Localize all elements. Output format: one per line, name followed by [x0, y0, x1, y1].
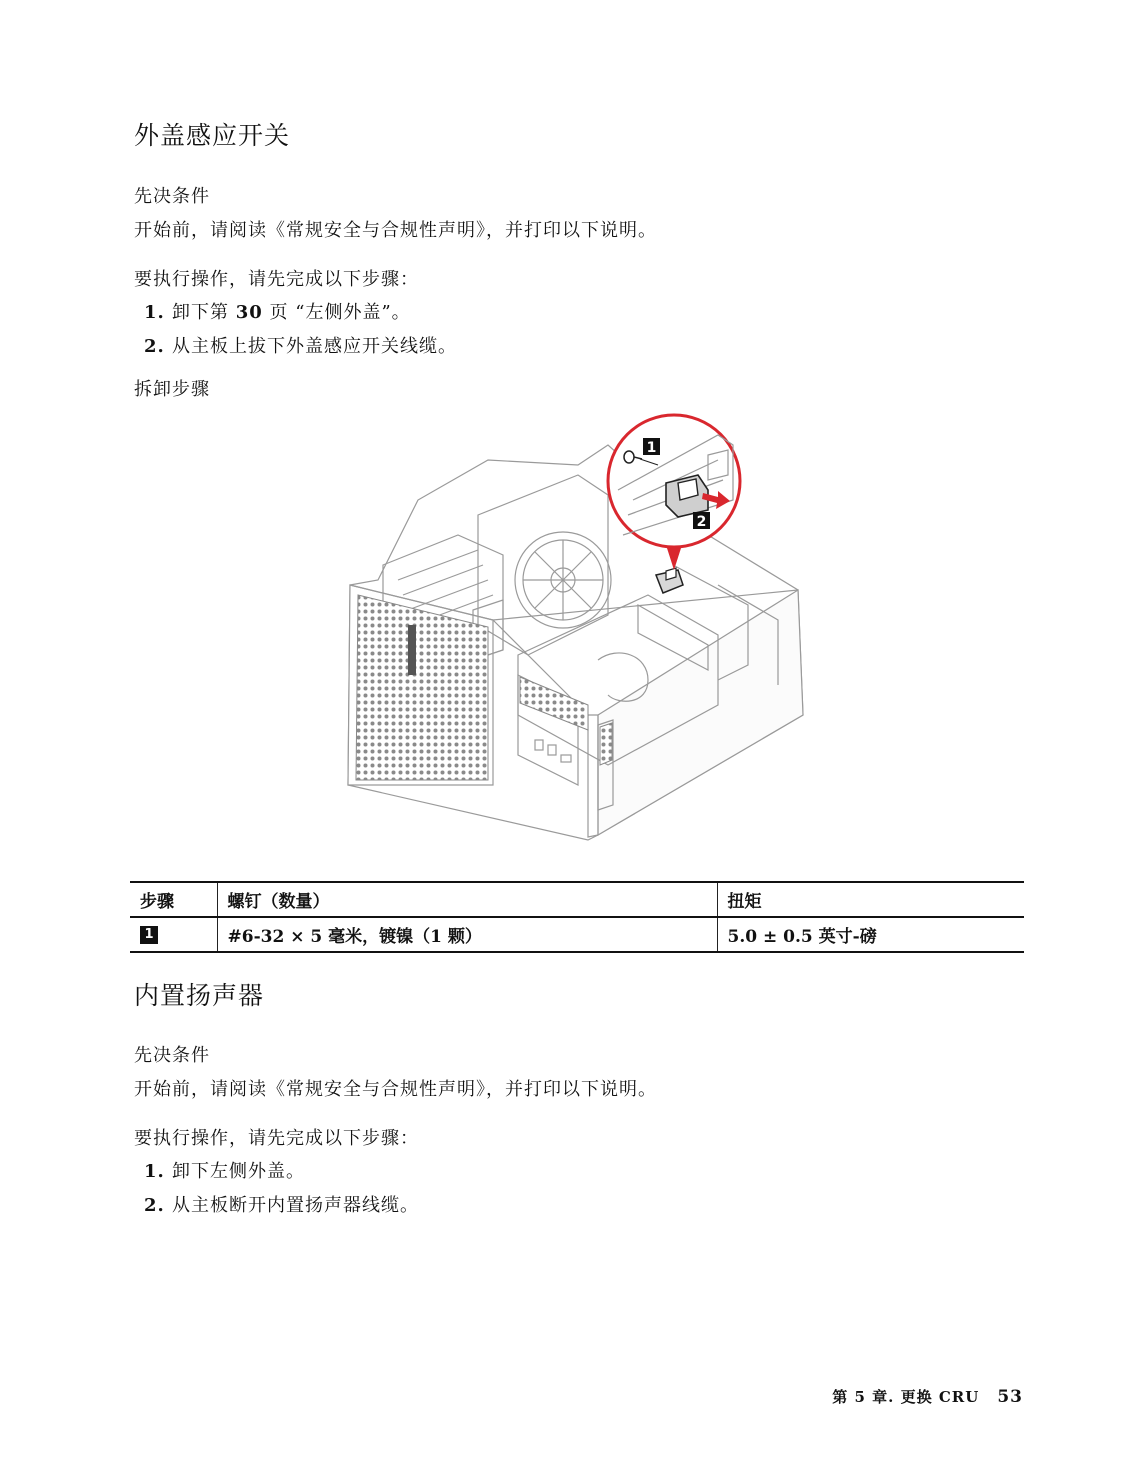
screw-torque-table — [130, 881, 1024, 953]
list-text: 从主板上拔下外盖感应开关线缆。 — [172, 336, 457, 357]
cell-torque: 5.0 ± 0.5 英寸-磅 — [717, 917, 1024, 952]
list-number: 1. — [144, 302, 165, 323]
section-title-cover-switch: 外盖感应开关 — [134, 121, 291, 150]
prereq-heading: 先决条件 — [134, 186, 210, 207]
prereq-text-2: 开始前，请阅读《常规安全与合规性声明》，并打印以下说明。 — [134, 1079, 657, 1100]
list-item — [144, 298, 411, 324]
steps-intro-2: 要执行操作，请先完成以下步骤： — [134, 1128, 419, 1149]
cell-step — [130, 917, 217, 952]
callout-1-label: 1 — [646, 440, 657, 456]
table-row — [130, 917, 1024, 952]
prereq-heading-2: 先决条件 — [134, 1045, 210, 1066]
list-number: 1. — [144, 1161, 165, 1182]
list-text: 卸下第 — [172, 302, 236, 323]
page-ref: 30 — [235, 302, 263, 323]
list-item — [144, 1191, 419, 1217]
list-item — [144, 1157, 305, 1183]
header-screw: 螺钉（数量） — [217, 882, 717, 917]
table-header-row — [130, 882, 1024, 917]
list-text-end: 页 “左侧外盖”。 — [262, 302, 411, 323]
removal-heading: 拆卸步骤 — [134, 379, 210, 400]
list-number: 2. — [144, 1195, 165, 1216]
step-badge: 1 — [140, 926, 158, 944]
header-step: 步骤 — [130, 882, 217, 917]
steps-intro: 要执行操作，请先完成以下步骤： — [134, 269, 419, 290]
cover-switch-illustration — [278, 405, 878, 857]
prereq-text: 开始前，请阅读《常规安全与合规性声明》，并打印以下说明。 — [134, 220, 657, 241]
section-title-speaker: 内置扬声器 — [134, 981, 265, 1010]
page-number: 53 — [997, 1387, 1023, 1407]
list-number: 2. — [144, 336, 165, 357]
list-text: 卸下左侧外盖。 — [172, 1161, 305, 1182]
callout-2-label: 2 — [696, 514, 707, 530]
header-torque: 扭矩 — [717, 882, 1024, 917]
cell-screw: #6-32 × 5 毫米，镀镍（1 颗） — [217, 917, 717, 952]
page-footer — [832, 1386, 1023, 1407]
list-text: 从主板断开内置扬声器线缆。 — [172, 1195, 419, 1216]
list-item — [144, 332, 457, 358]
footer-chapter: 第 5 章. 更换 CRU — [832, 1388, 980, 1406]
